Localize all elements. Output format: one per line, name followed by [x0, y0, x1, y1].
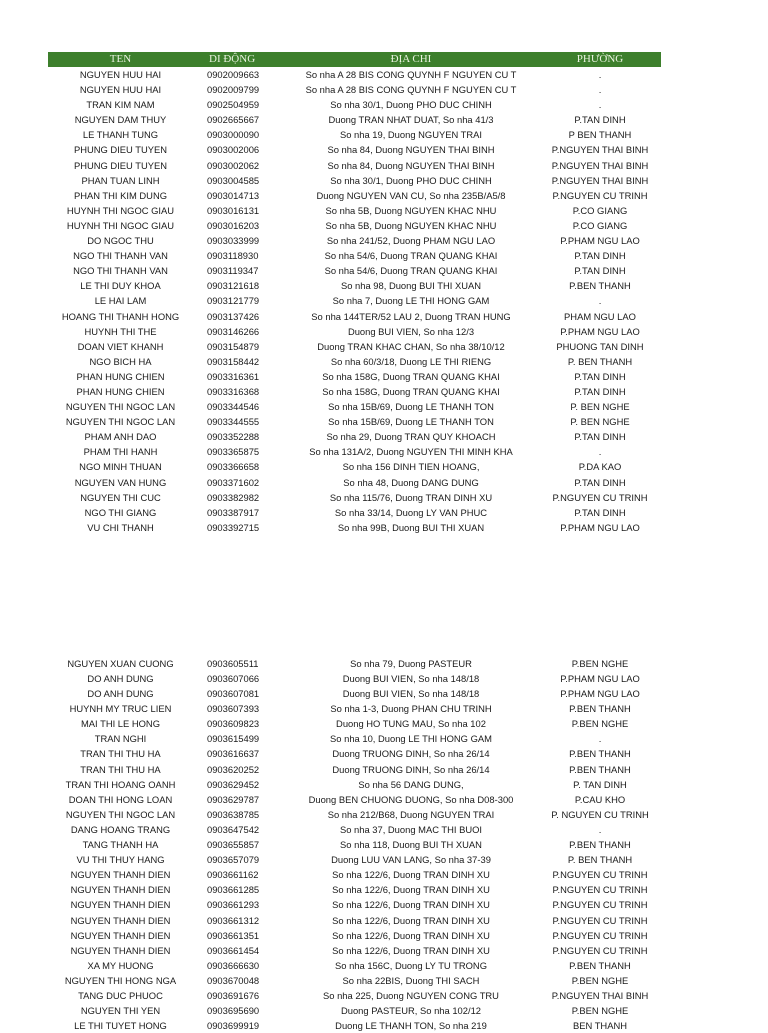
ward-cell: P.PHAM NGU LAO [560, 673, 640, 684]
ten-cell: DO ANH DUNG [87, 673, 154, 684]
ward-cell: P.BEN NGHE [571, 657, 629, 669]
table-row [48, 278, 661, 293]
address-cell: So nha 122/6, Duong TRAN DINH XU [332, 899, 490, 911]
ten-cell: TANG THANH HA [82, 839, 159, 851]
phone-cell: 0903392715 [207, 521, 260, 533]
ward-cell: P.BEN THANH [569, 763, 631, 775]
ward-cell: P.NGUYEN THAI BINH [551, 989, 649, 1001]
ward-cell: P.NGUYEN CU TRINH [552, 491, 648, 503]
ward-cell: P.PHAM NGU LAO [560, 235, 640, 247]
address-cell: So nha 5B, Duong NGUYEN KHAC NHU [325, 204, 497, 216]
table-row [48, 173, 661, 188]
table-row [48, 777, 661, 792]
ten-cell: PHAM ANH DAO [84, 431, 157, 443]
ward-cell: P.BEN NGHE [571, 718, 629, 730]
ten-cell: LE THI TUYET HONG [74, 1020, 167, 1032]
table-body-top [48, 67, 661, 535]
ward-cell: P.NGUYEN CU TRINH [552, 899, 648, 911]
address-cell: Duong TRAN KHAC CHAN, So nha 38/10/12 [317, 340, 505, 352]
phone-cell: 0903616637 [207, 748, 260, 760]
phone-cell: 0903118930 [207, 250, 259, 262]
table-row [48, 384, 661, 399]
address-cell: So nha 48, Duong DANG DUNG [343, 476, 479, 488]
phone-cell: 0903316361 [207, 370, 260, 382]
ward-cell: P.NGUYEN THAI BINH [551, 159, 649, 171]
address-cell: Duong BUI VIEN, So nha 148/18 [342, 688, 480, 700]
header-dia-chi: ĐỊA CHI [390, 53, 432, 65]
ward-cell: P.CO GIANG [572, 204, 628, 216]
table-row [48, 671, 661, 686]
phone-cell: 0903661454 [207, 944, 260, 956]
phone-cell: 0903661293 [207, 899, 260, 911]
address-cell: So nha 30/1, Duong PHO DUC CHINH [330, 174, 492, 186]
ward-cell: P.NGUYEN CU TRINH [552, 869, 648, 881]
phone-cell: 0903016203 [207, 219, 260, 231]
table-body-bottom [48, 656, 661, 1033]
spreadsheet [48, 52, 661, 1033]
table-row [48, 188, 661, 203]
table-row [48, 339, 661, 354]
ten-cell: NGUYEN THI HONG NGA [64, 974, 177, 986]
ten-cell: DO ANH DUNG [87, 688, 154, 700]
table-row [48, 82, 661, 97]
address-cell: So nha A 28 BIS CONG QUYNH F NGUYEN CU T [305, 69, 517, 80]
ward-cell: P.NGUYEN THAI BINH [551, 174, 649, 186]
blank-gap [48, 535, 661, 656]
address-cell: So nha 122/6, Duong TRAN DINH XU [332, 914, 490, 926]
address-cell: Duong TRUONG DINH, So nha 26/14 [332, 748, 490, 760]
address-cell: So nha 158G, Duong TRAN QUANG KHAI [322, 385, 500, 397]
ten-cell: LE THANH TUNG [82, 129, 159, 141]
phone-cell: 0903661162 [207, 869, 259, 881]
ward-cell: P.BEN NGHE [571, 974, 629, 986]
ward-cell: P.TAN DINH [574, 250, 626, 262]
ward-cell: P.BEN THANH [569, 280, 631, 292]
header-di-dong: DI ĐỘNG [209, 53, 256, 65]
table-row [48, 203, 661, 218]
table-row [48, 218, 661, 233]
ward-cell: P. BEN THANH [567, 854, 633, 866]
phone-cell: 0903661351 [207, 929, 260, 941]
ward-cell: P.NGUYEN CU TRINH [552, 929, 648, 941]
table-row [48, 822, 661, 837]
table-row [48, 444, 661, 459]
ward-cell: P.BEN THANH [569, 748, 631, 760]
ten-cell: NGUYEN THANH DIEN [70, 929, 171, 941]
phone-cell: 0903691676 [207, 989, 260, 1001]
ward-cell: P.PHAM NGU LAO [560, 521, 640, 533]
table-row [48, 293, 661, 308]
phone-cell: 0903004585 [207, 174, 260, 186]
ward-cell: P.NGUYEN CU TRINH [552, 189, 648, 201]
ten-cell: TANG DUC PHUOC [78, 989, 163, 1001]
phone-cell: 0903002062 [207, 159, 260, 171]
address-cell: So nha 212/B68, Duong NGUYEN TRAI [327, 808, 495, 820]
address-cell: So nha 122/6, Duong TRAN DINH XU [332, 944, 490, 956]
address-cell: Duong TRUONG DINH, So nha 26/14 [332, 763, 490, 775]
ten-cell: TRAN THI THU HA [80, 763, 161, 775]
ten-cell: PHUNG DIEU TUYEN [73, 144, 168, 156]
table-row [48, 112, 661, 127]
table-row [48, 97, 661, 112]
table-row [48, 988, 661, 1003]
ten-cell: NGO MINH THUAN [79, 461, 162, 473]
ward-cell: P.TAN DINH [574, 506, 626, 518]
address-cell: So nha 156 DINH TIEN HOANG, [342, 461, 480, 473]
ward-cell: . [598, 295, 602, 307]
ward-cell: P.NGUYEN CU TRINH [552, 884, 648, 896]
ward-cell: P.TAN DINH [574, 114, 626, 126]
address-cell: So nha 29, Duong TRAN QUY KHOACH [326, 431, 496, 443]
table-row [48, 248, 661, 263]
ward-cell: P.PHAM NGU LAO [560, 688, 640, 700]
address-cell: So nha 158G, Duong TRAN QUANG KHAI [322, 370, 500, 382]
address-cell: Duong LE THANH TON, So nha 219 [335, 1020, 487, 1032]
ward-cell: . [598, 69, 602, 80]
phone-cell: 0903607081 [207, 688, 260, 700]
address-cell: So nha 10, Duong LE THI HONG GAM [330, 733, 492, 745]
phone-cell: 0903609823 [207, 718, 260, 730]
phone-cell: 0903344555 [207, 416, 260, 428]
phone-cell: 0903365875 [207, 446, 260, 458]
ten-cell: NGUYEN THANH DIEN [70, 914, 171, 926]
table-row [48, 309, 661, 324]
ward-cell: P.NGUYEN CU TRINH [552, 944, 648, 956]
address-cell: So nha 156C, Duong LY TU TRONG [335, 959, 487, 971]
ward-cell: P.CAU KHO [574, 793, 626, 805]
phone-cell: 0903620252 [207, 763, 260, 775]
table-row [48, 459, 661, 474]
address-cell: So nha 84, Duong NGUYEN THAI BINH [327, 159, 495, 171]
ten-cell: NGUYEN THI CUC [80, 491, 161, 503]
address-cell: So nha 99B, Duong BUI THI XUAN [337, 521, 485, 533]
phone-cell: 0903119347 [207, 265, 259, 277]
table-row [48, 807, 661, 822]
table-row [48, 354, 661, 369]
phone-cell: 0903344546 [207, 401, 260, 413]
table-row [48, 429, 661, 444]
ward-cell: P.CO GIANG [572, 219, 628, 231]
phone-cell: 0903638785 [207, 808, 260, 820]
ward-cell: PHUONG TAN DINH [556, 340, 644, 352]
table-row [48, 475, 661, 490]
address-cell: So nha 15B/69, Duong LE THANH TON [328, 416, 494, 428]
address-cell: Duong TRAN NHAT DUAT, So nha 41/3 [328, 114, 494, 126]
table-row [48, 913, 661, 928]
phone-cell: 0903316368 [207, 385, 260, 397]
table-row [48, 701, 661, 716]
address-cell: Duong BEN CHUONG DUONG, So nha D08-300 [308, 793, 514, 805]
ten-cell: DOAN THI HONG LOAN [68, 793, 173, 805]
table-row [48, 731, 661, 746]
ten-cell: NGUYEN DAM THUY [74, 114, 167, 126]
phone-cell: 0903615499 [207, 733, 260, 745]
phone-cell: 0903137426 [207, 310, 260, 322]
ten-cell: NGUYEN THI YEN [80, 1005, 161, 1017]
ten-cell: TRAN KIM NAM [86, 99, 155, 111]
ward-cell: PHAM NGU LAO [564, 310, 636, 322]
ten-cell: HUYNH THI THE [84, 325, 157, 337]
ward-cell: . [598, 99, 602, 111]
ten-cell: HOANG THI THANH HONG [61, 310, 180, 322]
address-cell: So nha 5B, Duong NGUYEN KHAC NHU [325, 219, 497, 231]
table-row [48, 746, 661, 761]
table-row [48, 882, 661, 897]
phone-cell: 0903629787 [207, 793, 260, 805]
phone-cell: 0903382982 [207, 491, 260, 503]
address-cell: So nha 79, Duong PASTEUR [350, 657, 472, 669]
address-cell: So nha 98, Duong BUI THI XUAN [340, 280, 481, 292]
address-cell: So nha 37, Duong MAC THI BUOI [339, 823, 483, 835]
phone-cell: 0903154879 [207, 340, 260, 352]
table-row [48, 1018, 661, 1033]
phone-cell: 0903670048 [207, 974, 260, 986]
address-cell: So nha 15B/69, Duong LE THANH TON [328, 401, 494, 413]
phone-cell: 0903146266 [207, 325, 260, 337]
phone-cell: 0903000090 [207, 129, 260, 141]
ten-cell: HUYNH THI NGOC GIAU [66, 219, 175, 231]
phone-cell: 0903014713 [207, 189, 260, 201]
ten-cell: PHAN THI KIM DUNG [73, 189, 168, 201]
table-row [48, 324, 661, 339]
table-row [48, 127, 661, 142]
table-row [48, 369, 661, 384]
ward-cell: P.DA KAO [578, 461, 622, 473]
address-cell: So nha 144TER/52 LAU 2, Duong TRAN HUNG [311, 310, 511, 322]
ten-cell: NGUYEN THI NGOC LAN [65, 416, 176, 428]
ward-cell: . [598, 84, 602, 96]
ten-cell: NGUYEN THI NGOC LAN [65, 401, 176, 413]
ward-cell: P. BEN THANH [567, 355, 633, 367]
table-row [48, 233, 661, 248]
address-cell: So nha 122/6, Duong TRAN DINH XU [332, 869, 490, 881]
table-row [48, 792, 661, 807]
address-cell: Duong NGUYEN VAN CU, So nha 235B/A5/8 [316, 189, 506, 201]
address-cell: So nha 30/1, Duong PHO DUC CHINH [330, 99, 492, 111]
phone-cell: 0903387917 [207, 506, 260, 518]
address-cell: So nha 131A/2, Duong NGUYEN THI MINH KHA [309, 446, 513, 458]
phone-cell: 0903158442 [207, 355, 260, 367]
table-row [48, 263, 661, 278]
phone-cell: 0903629452 [207, 778, 260, 790]
ten-cell: TRAN NGHI [94, 733, 147, 745]
ward-cell: P. BEN NGHE [570, 401, 630, 413]
address-cell: So nha 56 DANG DUNG, [358, 778, 464, 790]
ten-cell: LE THI DUY KHOA [80, 280, 161, 292]
ward-cell: P. BEN NGHE [570, 416, 630, 428]
ten-cell: LE HAI LAM [94, 295, 147, 307]
ten-cell: NGO THI GIANG [84, 506, 157, 518]
address-cell: So nha 7, Duong LE THI HONG GAM [332, 295, 490, 307]
ward-cell: P.TAN DINH [574, 265, 626, 277]
ten-cell: HUYNH MY TRUC LIEN [69, 703, 172, 715]
table-row [48, 837, 661, 852]
address-cell: Duong LUU VAN LANG, So nha 37-39 [331, 854, 491, 866]
ten-cell: PHAN HUNG CHIEN [76, 370, 165, 382]
ward-cell: P.BEN THANH [569, 959, 631, 971]
phone-cell: 0902665667 [207, 114, 260, 126]
address-cell: So nha 115/76, Duong TRAN DINH XU [329, 491, 493, 503]
address-cell: So nha 19, Duong NGUYEN TRAI [339, 129, 483, 141]
table-row [48, 928, 661, 943]
table-row [48, 1003, 661, 1018]
ten-cell: TRAN THI HOANG OANH [65, 778, 176, 790]
phone-cell: 0903121618 [207, 280, 260, 292]
ten-cell: NGUYEN THANH DIEN [70, 869, 171, 881]
phone-cell: 0902504959 [207, 99, 260, 111]
phone-cell: 0903695690 [207, 1005, 260, 1017]
phone-cell: 0903661285 [207, 884, 260, 896]
ten-cell: NGUYEN THANH DIEN [70, 944, 171, 956]
header-phuong: PHƯỜNG [576, 53, 624, 65]
phone-cell: 0903016131 [207, 204, 260, 216]
phone-cell: 0903002006 [207, 144, 260, 156]
ward-cell: P.BEN NGHE [571, 1005, 629, 1017]
address-cell: So nha 22BIS, Duong THI SACH [342, 974, 480, 986]
table-row [48, 897, 661, 912]
ward-cell: P.BEN THANH [569, 839, 631, 851]
ward-cell: P.NGUYEN CU TRINH [552, 914, 648, 926]
phone-cell: 0903121779 [207, 295, 260, 307]
table-row [48, 505, 661, 520]
phone-cell: 0903607393 [207, 703, 260, 715]
phone-cell: 0903699919 [207, 1020, 260, 1032]
ten-cell: DOAN VIET KHANH [77, 340, 164, 352]
table-row [48, 490, 661, 505]
ten-cell: TRAN THI THU HA [80, 748, 161, 760]
table-row [48, 399, 661, 414]
table-row [48, 943, 661, 958]
table-row [48, 958, 661, 973]
table-row [48, 656, 661, 671]
table-row [48, 67, 661, 82]
phone-cell: 0903661312 [207, 914, 260, 926]
ward-cell: P.TAN DINH [574, 385, 626, 397]
ward-cell: . [598, 446, 602, 458]
ten-cell: PHAN HUNG CHIEN [76, 385, 165, 397]
address-cell: So nha 54/6, Duong TRAN QUANG KHAI [324, 250, 498, 262]
address-cell: So nha 1-3, Duong PHAN CHU TRINH [330, 703, 492, 715]
ten-cell: NGUYEN VAN HUNG [74, 476, 167, 488]
table-row [48, 158, 661, 173]
address-cell: So nha 225, Duong NGUYEN CONG TRU [323, 989, 499, 1001]
ten-cell: VU CHI THANH [87, 521, 154, 533]
ten-cell: DANG HOANG TRANG [70, 823, 171, 835]
phone-cell: 0903352288 [207, 431, 260, 443]
phone-cell: 0903647542 [207, 823, 260, 835]
ten-cell: NGO THI THANH VAN [73, 250, 168, 262]
ten-cell: HUYNH THI NGOC GIAU [66, 204, 175, 216]
ten-cell: VU THI THUY HANG [76, 854, 165, 866]
address-cell: So nha A 28 BIS CONG QUYNH F NGUYEN CU T [305, 84, 517, 96]
address-cell: Duong PASTEUR, So nha 102/12 [340, 1005, 481, 1017]
ward-cell: P.TAN DINH [574, 370, 626, 382]
table-row [48, 973, 661, 988]
ten-cell: NGUYEN XUAN CUONG [67, 657, 174, 669]
address-cell: So nha 118, Duong BUI TH XUAN [340, 839, 482, 851]
phone-cell: 0903366658 [207, 461, 260, 473]
address-cell: Duong HO TUNG MAU, So nha 102 [336, 718, 486, 730]
ten-cell: NGUYEN THANH DIEN [70, 884, 171, 896]
ten-cell: MAI THI LE HONG [80, 718, 160, 730]
phone-cell: 0903605511 [207, 657, 259, 669]
phone-cell: 0903371602 [207, 476, 260, 488]
address-cell: Duong BUI VIEN, So nha 148/18 [342, 673, 480, 684]
table-row [48, 852, 661, 867]
table-row [48, 142, 661, 157]
ward-cell: P.BEN THANH [569, 703, 631, 715]
phone-cell: 0903657079 [207, 854, 260, 866]
table-row [48, 520, 661, 535]
ten-cell: PHUNG DIEU TUYEN [73, 159, 168, 171]
ten-cell: NGUYEN HUU HAI [79, 69, 162, 80]
phone-cell: 0903607066 [207, 673, 260, 684]
phone-cell: 0903033999 [207, 235, 260, 247]
address-cell: So nha 122/6, Duong TRAN DINH XU [332, 884, 490, 896]
address-cell: So nha 33/14, Duong LY VAN PHUC [334, 506, 488, 518]
phone-cell: 0902009663 [207, 69, 260, 80]
ward-cell: P.NGUYEN THAI BINH [551, 144, 649, 156]
ward-cell: P BEN THANH [568, 129, 632, 141]
ten-cell: PHAM THI HANH [83, 446, 158, 458]
table-row [48, 414, 661, 429]
table-row [48, 867, 661, 882]
ward-cell: . [598, 823, 602, 835]
phone-cell: 0903666630 [207, 959, 260, 971]
table-row [48, 686, 661, 701]
address-cell: So nha 241/52, Duong PHAM NGU LAO [326, 235, 496, 247]
ten-cell: PHAN TUAN LINH [81, 174, 160, 186]
ward-cell: P. TAN DINH [573, 778, 627, 790]
address-cell: Duong BUI VIEN, So nha 12/3 [347, 325, 475, 337]
ward-cell: BEN THANH [572, 1020, 627, 1032]
ward-cell: P.TAN DINH [574, 476, 626, 488]
phone-cell: 0902009799 [207, 84, 260, 96]
ward-cell: . [598, 733, 602, 745]
ten-cell: NGO BICH HA [89, 355, 152, 367]
header-row [48, 52, 661, 67]
ward-cell: P.TAN DINH [574, 431, 626, 443]
ten-cell: NGUYEN THI NGOC LAN [65, 808, 176, 820]
ward-cell: P.PHAM NGU LAO [560, 325, 640, 337]
address-cell: So nha 54/6, Duong TRAN QUANG KHAI [324, 265, 498, 277]
header-ten: TEN [109, 53, 132, 65]
phone-cell: 0903655857 [207, 839, 260, 851]
ten-cell: NGUYEN HUU HAI [79, 84, 162, 96]
ten-cell: NGUYEN THANH DIEN [70, 899, 171, 911]
address-cell: So nha 122/6, Duong TRAN DINH XU [332, 929, 490, 941]
ten-cell: XA MY HUONG [87, 959, 154, 971]
table-row [48, 716, 661, 731]
ten-cell: DO NGOC THU [87, 235, 154, 247]
ten-cell: NGO THI THANH VAN [73, 265, 168, 277]
table-row [48, 762, 661, 777]
ward-cell: P. NGUYEN CU TRINH [551, 808, 649, 820]
address-cell: So nha 84, Duong NGUYEN THAI BINH [327, 144, 495, 156]
address-cell: So nha 60/3/18, Duong LE THI RIENG [330, 355, 492, 367]
